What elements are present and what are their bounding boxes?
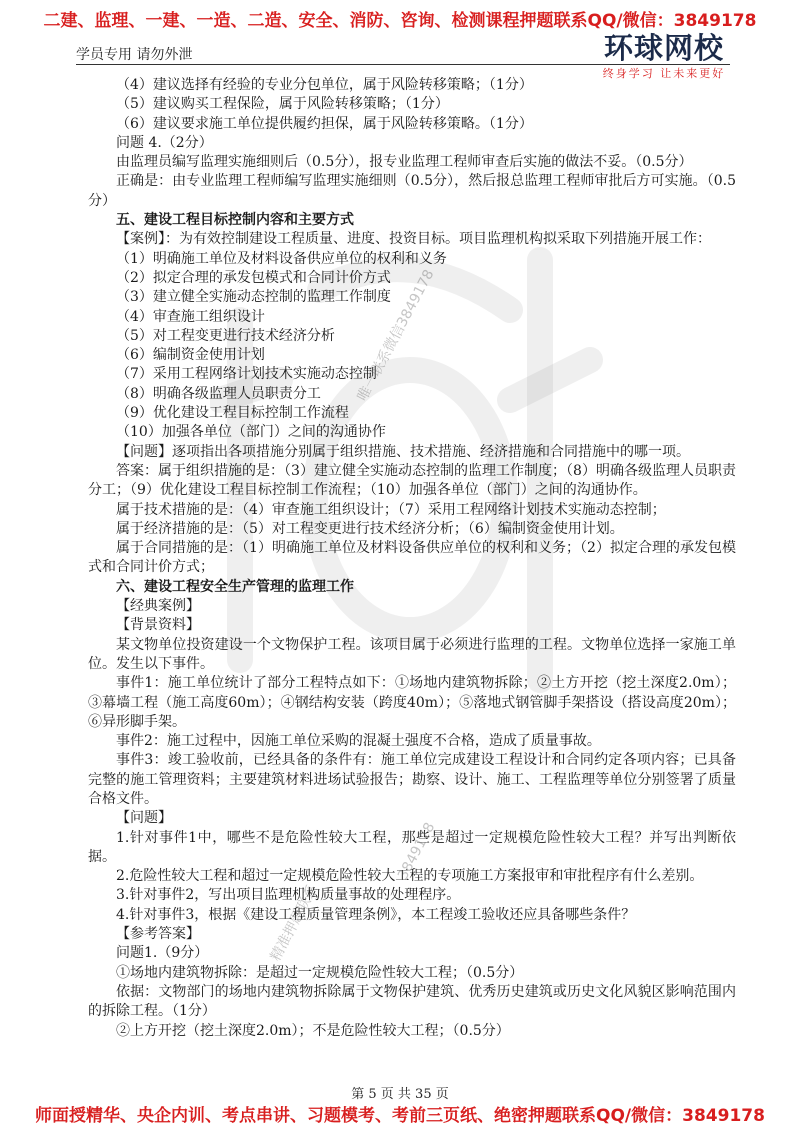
logo (589, 32, 739, 81)
paragraph: （6）编制资金使用计划 (116, 347, 265, 364)
paragraph: （10）加强各单位（部门）之间的沟通协作 (116, 424, 386, 441)
paragraph: （5）建议购买工程保险，属于风险转移策略；（1分） (116, 96, 449, 113)
paragraph: ①场地内建筑物拆除：是超过一定规模危险性较大工程；（0.5分） (116, 964, 524, 981)
paragraph: （4）建议选择有经验的专业分包单位，属于风险转移策略；（1分） (116, 77, 533, 93)
paragraph: 属于合同措施的是：（1）明确施工单位及材料设备供应单位的权利和义务；（2）拟定合理的承发包模式和合同计价方式； (88, 540, 736, 576)
paragraph: 【背景资料】 (116, 617, 200, 634)
logo-slogan: 终身学习 让未来更好 (602, 67, 726, 80)
paragraph: （2）拟定合理的承发包模式和合同计价方式 (116, 269, 391, 286)
paragraph: 属于经济措施的是：（5）对工程变更进行技术经济分析；（6）编制资金使用计划。 (116, 520, 624, 537)
watermark-text-2: 3849178 (395, 819, 439, 883)
paragraph: 【参考答案】 (116, 926, 200, 943)
paragraph: 2.危险性较大工程和超过一定规模危险性较大工程的专项施工方案报审和审批程序有什么差别。 (116, 868, 704, 885)
paragraph: 1.针对事件1中，哪些不是危险性较大工程，那些是超过一定规模危险性较大工程？并写出判断依据。 (88, 829, 736, 865)
paragraph: 4.针对事件3，根据《建设工程质量管理条例》，本工程竣工验收还应具备哪些条件？ (116, 906, 636, 923)
paragraph: 问题1.（9分） (116, 945, 209, 962)
paragraph: （3）建立健全实施动态控制的监理工作制度 (116, 289, 391, 306)
watermark-text-3: 精准押题联系 (267, 882, 322, 964)
paragraph: （5）对工程变更进行技术经济分析 (116, 327, 335, 344)
paragraph: （7）采用工程网络计划技术实施动态控制 (116, 366, 377, 383)
paragraph: 答案：属于组织措施的是：（3）建立健全实施动态控制的监理工作制度；（8）明确各级监理人员职责分工；（9）优化建设工程目标控制工作流程；（10）加强各单位（部门）之间的沟通协作。 (88, 462, 736, 499)
section-heading: 五、建设工程目标控制内容和主要方式 (116, 212, 354, 229)
top-promo-banner: 二建、监理、一建、一造、二造、安全、消防、咨询、检测课程押题联系QQ/微信：3849178 (43, 11, 757, 31)
paragraph: （6）建议要求施工单位提供履约担保，属于风险转移策略。（1分） (116, 115, 533, 132)
paragraph: 事件2：施工过程中，因施工单位采购的混凝土强度不合格，造成了质量事故。 (116, 733, 601, 750)
paragraph: 【问题】逐项指出各项措施分别属于组织措施、技术措施、经济措施和合同措施中的哪一项。 (116, 443, 690, 460)
paragraph: 属于技术措施的是：（4）审查施工组织设计；（7）采用工程网络计划技术实施动态控制； (116, 501, 666, 518)
paragraph: 【问题】 (116, 810, 172, 827)
paragraph: （1）明确施工单位及材料设备供应单位的权利和义务 (116, 250, 447, 267)
page-number: 第 5 页 共 35 页 (351, 1087, 449, 1102)
paragraph: 由监理员编写监理实施细则后（0.5分），报专业监理工程师审查后实施的做法不妥。（0.5分） (116, 154, 693, 171)
paragraph: （9）优化建设工程目标控制工作流程 (116, 405, 349, 422)
paragraph: 某文物单位投资建设一个文物保护工程。该项目属于必须进行监理的工程。文物单位选择一家施工单位。发生以下事件。 (88, 636, 736, 672)
paragraph: 事件1：施工单位统计了部分工程特点如下：①场地内建筑物拆除；②土方开挖（挖土深度2.0m）；③幕墙工程（施工高度60m）；④钢结构安装（跨度40m）；⑤落地式钢管脚手架搭设（搭设高度20m）；⑥异形脚手架。 (88, 675, 736, 730)
header-note: 学员专用 请勿外泄 (76, 47, 193, 63)
paragraph: 正确是：由专业监理工程师编写监理实施细则（0.5分），然后报总监理工程师审批后方可实施。（0.5分） (88, 173, 736, 209)
section-heading: 六、建设工程安全生产管理的监理工作 (116, 578, 354, 595)
paragraph: 3.针对事件2，写出项目监理机构质量事故的处理程序。 (116, 887, 461, 904)
paragraph: 【经典案例】 (116, 598, 200, 615)
watermark-text-1: 唯一联系微信3849178 (354, 267, 438, 404)
paragraph: （4）审查施工组织设计 (116, 308, 265, 325)
document-body (88, 76, 736, 1041)
paragraph: 问题 4.（2分） (116, 134, 213, 151)
bottom-promo-banner: 师面授精华、央企内训、考点串讲、习题模考、考前三页纸、绝密押题联系QQ/微信：3849178 (35, 1106, 765, 1126)
paragraph: （8）明确各级监理人员职责分工 (116, 385, 321, 402)
logo-name: 环球网校 (603, 31, 724, 65)
paragraph: 事件3：竣工验收前，已经具备的条件有：施工单位完成建设工程设计和合同约定各项内容；已具备完整的施工管理资料；主要建筑材料进场试验报告；勘察、设计、施工、工程监理等单位分别签署了质量合格文件。 (88, 752, 736, 807)
paragraph: 【案例】：为有效控制建设工程质量、进度、投资目标。项目监理机构拟采取下列措施开展工作： (116, 231, 711, 248)
paragraph: ②上方开挖（挖土深度2.0m）；不是危险性较大工程；（0.5分） (116, 1022, 510, 1039)
paragraph: 依据：文物部门的场地内建筑物拆除属于文物保护建筑、优秀历史建筑或历史文化风貌区影响范围内的拆除工程。（1分） (88, 983, 736, 1020)
